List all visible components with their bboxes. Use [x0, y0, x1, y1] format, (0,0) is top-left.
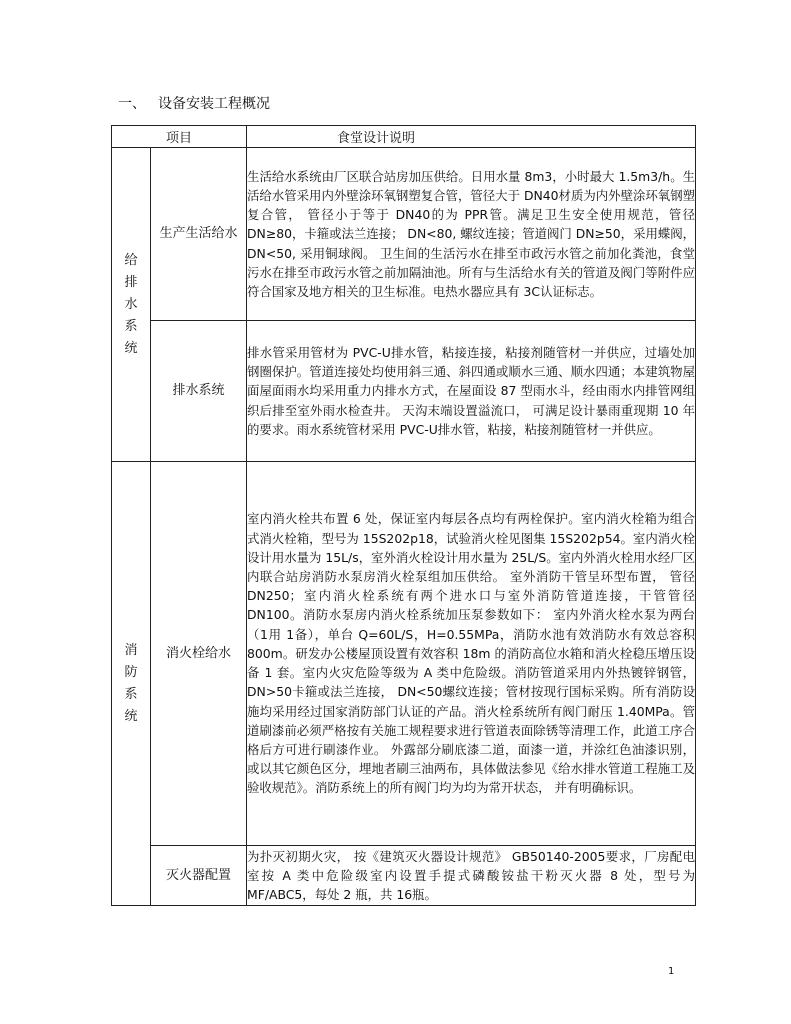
- section-heading: [118, 94, 270, 114]
- table-row: [112, 846, 696, 906]
- header-item: 项目: [112, 126, 247, 148]
- subsystem-extinguisher: 灭火器配置: [151, 846, 247, 906]
- category-label: 给排水系统: [124, 252, 138, 356]
- description-domestic-water: 生活给水系统由厂区联合站房加压供给。日用水量 8m3，小时最大 1.5m3/h。生活给水管采用内外壁涂环氧钢塑复合管，管径大于 DN40材质为内外壁涂环氧钢塑复合管， 管径小于等于 DN40的为 PPR管。满足卫生安全使用规范，管径 DN≥80，卡箍或法兰连接； DN<80, 螺纹连接；管道阀门 DN≥50，采用蝶阀，DN<50, 采用铜球阀。 卫生间的生活污水在排至市政污水管之前加化粪池，食堂污水在排至市政污水管之前加隔油池。所有与生活给水有关的管道及阀门等附件应符合国家及地方相关的卫生标准。电热水器应具有 3C认证标志。: [247, 148, 696, 321]
- category-water-drainage: [112, 148, 151, 462]
- subsystem-domestic-water: 生产生活给水: [151, 148, 247, 321]
- section-number: 一、: [118, 96, 146, 112]
- table-header-row: [112, 126, 696, 148]
- category-fire-protection: [112, 462, 151, 906]
- header-description: 食堂设计说明: [247, 126, 696, 148]
- table-row: [112, 148, 696, 321]
- page-number: 1: [668, 966, 675, 977]
- section-title: 设备安装工程概况: [158, 96, 270, 112]
- subsystem-hydrant-water: 消火栓给水: [151, 462, 247, 846]
- subsystem-drainage: 排水系统: [151, 321, 247, 462]
- table-row: [112, 462, 696, 846]
- description-drainage: 排水管采用管材为 PVC-U排水管，粘接连接，粘接剂随管材一并供应，过墙处加钢圈保护。管道连接处均使用斜三通、斜四通或顺水三通、顺水四通；本建筑物屋面屋面雨水均采用重力内排水方式，在屋面设 87 型雨水斗，经由雨水内排管网组织后排至室外雨水检查井。 天沟末端设置溢流口， 可满足设计暴雨重现期 10 年的要求。雨水系统管材采用 PVC-U排水管，粘接，粘接剂随管材一并供应。: [247, 321, 696, 462]
- equipment-table: [111, 125, 696, 906]
- description-extinguisher: 为扑灭初期火灾， 按《建筑灭火器设计规范》 GB50140-2005要求，厂房配电室按 A 类中危险级室内设置手提式磷酸铵盐干粉灭火器 8 处，型号为 MF/ABC5，每处 2 瓶，共 16瓶。: [247, 846, 696, 906]
- description-hydrant-water: 室内消火栓共布置 6 处，保证室内每层各点均有两栓保护。室内消火栓箱为组合式消火栓箱，型号为 15S202p18，试验消火栓见图集 15S202p54。室内消火栓设计用水量为 15L/s，室外消火栓设计用水量为 25L/S。室内外消火栓用水经厂区内联合站房消防水泵房消火栓泵组加压供给。 室外消防干管呈环型布置， 管径 DN250；室内消火栓系统有两个进水口与室外消防管道连接，干管管径 DN100。消防水泵房内消火栓系统加压泵参数如下： 室内外消火栓水泵为两台（1用 1备），单台 Q=60L/S，H=0.55MPa，消防水池有效消防水有效总容积 800m。研发办公楼屋顶设置有效容积 18m 的消防高位水箱和消火栓稳压增压设备 1 套。室内火灾危险等级为 A 类中危险级。消防管道采用内外热镀锌钢管， DN>50卡箍或法兰连接， DN<50螺纹连接；管材按现行国标采购。所有消防设施均采用经过国家消防部门认证的产品。消火栓系统所有阀门耐压 1.40MPa。管道刷漆前必须严格按有关施工规程要求进行管道表面除锈等清理工作，此道工序合格后方可进行刷漆作业。 外露部分刷底漆二道，面漆一道，并涂红色油漆识别，或以其它颜色区分，埋地者刷三油两布，具体做法参见《给水排水管道工程施工及验收规范》。消防系统上的所有阀门均为均为常开状态， 并有明确标识。: [247, 462, 696, 846]
- category-label: 消防系统: [124, 642, 138, 724]
- table-row: [112, 321, 696, 462]
